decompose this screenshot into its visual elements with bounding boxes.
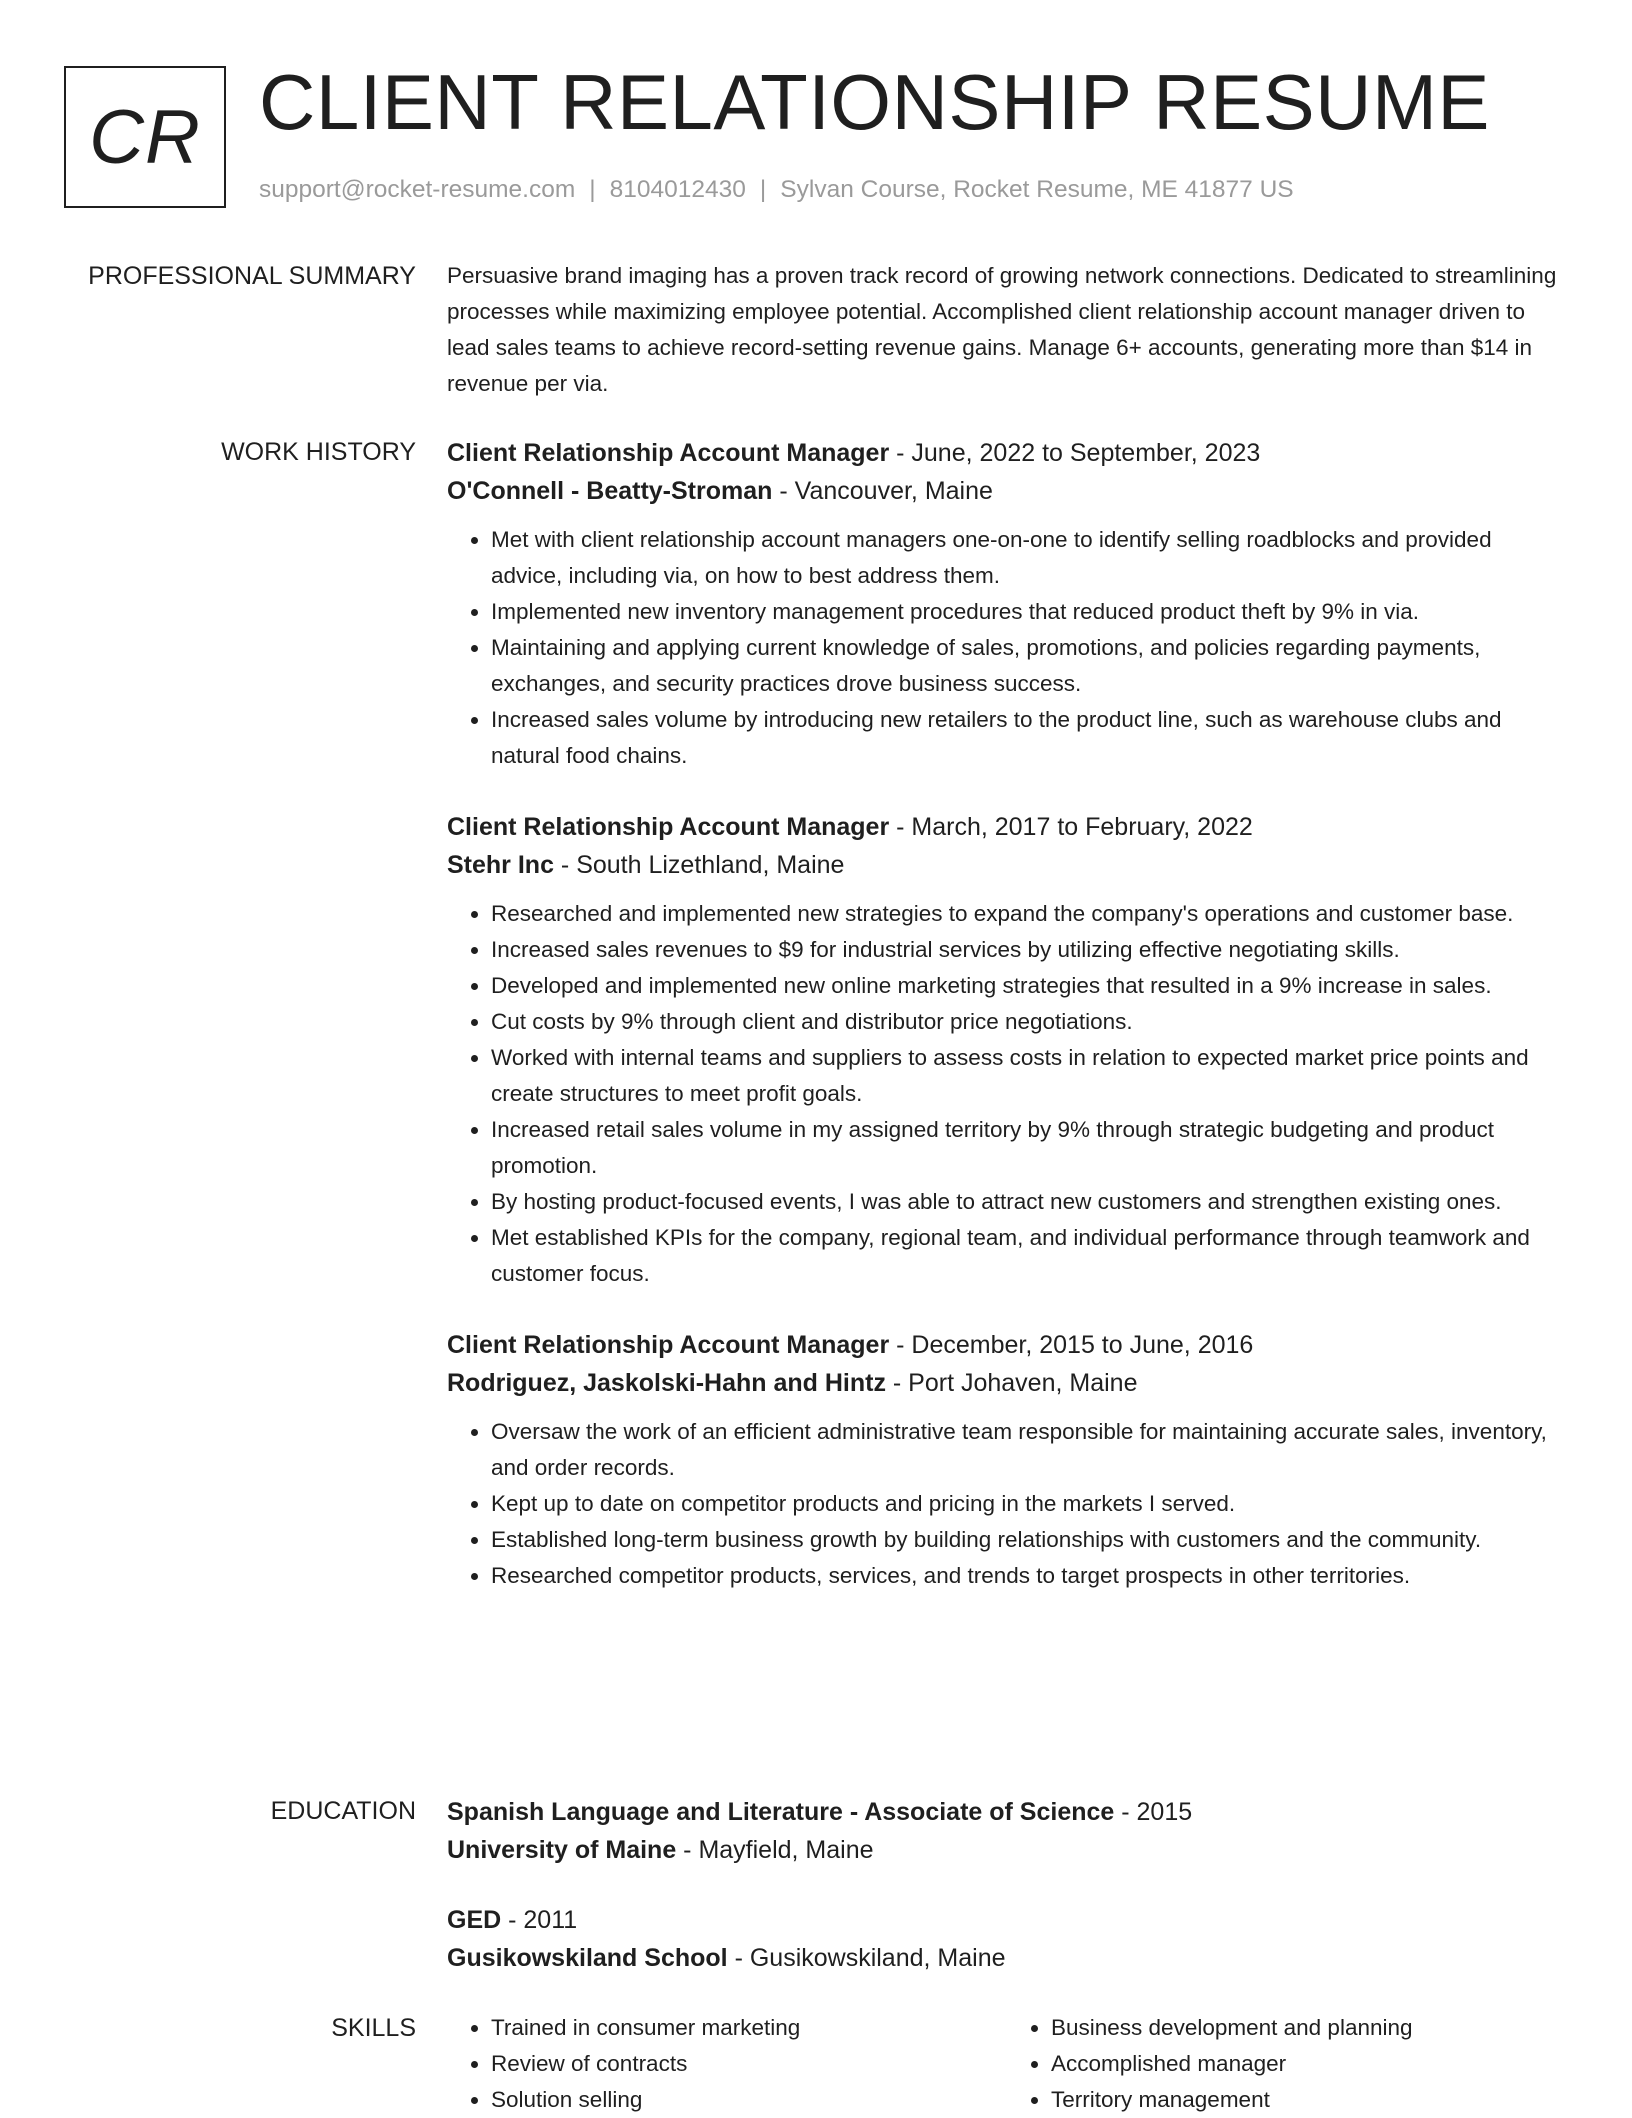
education-location: - Mayfield, Maine xyxy=(676,1836,874,1864)
job-bullets xyxy=(447,896,1567,1292)
job-bullet: • Worked with internal teams and suppliers to assess costs in relation to expected market price points and create structures to meet profit goals. xyxy=(491,1040,1567,1112)
education-section xyxy=(447,1793,1567,2009)
education-section-label: EDUCATION xyxy=(270,1797,416,1825)
job-dates: - March, 2017 to February, 2022 xyxy=(889,813,1253,841)
job-title: Client Relationship Account Manager xyxy=(447,813,890,841)
education-year: - 2011 xyxy=(501,1906,578,1934)
job-bullets xyxy=(447,1414,1567,1594)
job-bullet: • Oversaw the work of an efficient administrative team responsible for maintaining accurate sales, inventory, and order records. xyxy=(491,1414,1567,1486)
job-dates: - December, 2015 to June, 2016 xyxy=(889,1331,1254,1359)
education-degree: GED xyxy=(447,1906,502,1934)
skill-item: • Solution selling xyxy=(491,2082,1007,2118)
job-bullet: • Established long-term business growth by building relationships with customers and the community. xyxy=(491,1522,1567,1558)
education-school-line xyxy=(447,1831,1567,1869)
contact-address: Sylvan Course, Rocket Resume, ME 41877 US xyxy=(780,176,1294,203)
education-school: Gusikowskiland School xyxy=(447,1944,728,1972)
job-bullet: • Increased sales volume by introducing new retailers to the product line, such as warehouse clubs and natural food chains. xyxy=(491,702,1567,774)
job-bullet: • Researched competitor products, services, and trends to target prospects in other territories. xyxy=(491,1558,1567,1594)
job-title-line xyxy=(447,434,1567,472)
education-entry xyxy=(447,1901,1567,1977)
skill-item: • Review of contracts xyxy=(491,2046,1007,2082)
job-entry xyxy=(447,1326,1567,1594)
summary-section xyxy=(447,258,1567,402)
contact-phone: 8104012430 xyxy=(609,176,746,203)
job-bullet: • Increased retail sales volume in my assigned territory by 9% through strategic budgeting and product promotion. xyxy=(491,1112,1567,1184)
job-bullet: • Maintaining and applying current knowledge of sales, promotions, and policies regarding payments, exchanges, and security practices drove business success. xyxy=(491,630,1567,702)
contact-separator: | xyxy=(759,176,767,203)
job-bullet: • Kept up to date on competitor products and pricing in the markets I served. xyxy=(491,1486,1567,1522)
job-bullet: • Implemented new inventory management procedures that reduced product theft by 9% in via. xyxy=(491,594,1567,630)
education-school: University of Maine xyxy=(447,1836,677,1864)
work-history-section xyxy=(447,434,1567,1628)
education-year: - 2015 xyxy=(1114,1798,1193,1826)
job-company: O'Connell - Beatty-Stroman xyxy=(447,477,773,505)
skill-item: • Business development and planning xyxy=(1051,2010,1567,2046)
job-company-line xyxy=(447,472,1567,510)
summary-section-label: PROFESSIONAL SUMMARY xyxy=(88,262,416,290)
job-entry xyxy=(447,434,1567,774)
skill-item: • Accomplished manager xyxy=(1051,2046,1567,2082)
job-bullet: • By hosting product-focused events, I was able to attract new customers and strengthen existing ones. xyxy=(491,1184,1567,1220)
skills-section-label: SKILLS xyxy=(331,2014,416,2042)
job-company: Stehr Inc xyxy=(447,851,554,879)
job-company: Rodriguez, Jaskolski-Hahn and Hintz xyxy=(447,1369,886,1397)
education-degree-line xyxy=(447,1901,1567,1939)
job-bullet: • Researched and implemented new strategies to expand the company's operations and customer base. xyxy=(491,896,1567,932)
education-school-line xyxy=(447,1939,1567,1977)
job-location: - Vancouver, Maine xyxy=(772,477,993,505)
job-location: - Port Johaven, Maine xyxy=(885,1369,1138,1397)
job-title-line xyxy=(447,1326,1567,1364)
job-title: Client Relationship Account Manager xyxy=(447,1331,890,1359)
job-bullet: • Increased sales revenues to $9 for industrial services by utilizing effective negotiating skills. xyxy=(491,932,1567,968)
job-company-line xyxy=(447,1364,1567,1402)
education-degree: Spanish Language and Literature - Associate of Science xyxy=(447,1798,1115,1826)
contact-separator: | xyxy=(589,176,596,203)
job-bullet: • Cut costs by 9% through client and distributor price negotiations. xyxy=(491,1004,1567,1040)
contact-email: support@rocket-resume.com xyxy=(259,176,576,203)
work-section-label: WORK HISTORY xyxy=(221,438,416,466)
job-dates: - June, 2022 to September, 2023 xyxy=(889,439,1261,467)
contact-line xyxy=(259,174,1294,206)
skills-section xyxy=(447,2010,1567,2118)
education-location: - Gusikowskiland, Maine xyxy=(727,1944,1006,1972)
job-title: Client Relationship Account Manager xyxy=(447,439,890,467)
education-entry xyxy=(447,1793,1567,1869)
job-bullets xyxy=(447,522,1567,774)
skill-item: • Territory management xyxy=(1051,2082,1567,2118)
job-location: - South Lizethland, Maine xyxy=(553,851,845,879)
summary-text: Persuasive brand imaging has a proven track record of growing network connections. Dedicated to streamlining processes while maximizing employee potential. Accomplished client relationship account manager driven to lead sales teams to achieve record-setting revenue gains. Manage 6+ accounts, generating more than $14 in revenue per via. xyxy=(447,263,1557,396)
skill-item: • Trained in consumer marketing xyxy=(491,2010,1007,2046)
job-bullet: • Developed and implemented new online marketing strategies that resulted in a 9% increase in sales. xyxy=(491,968,1567,1004)
job-entry xyxy=(447,808,1567,1292)
skills-list-right xyxy=(1007,2010,1567,2118)
monogram-logo: CR xyxy=(64,66,226,208)
skills-list-left xyxy=(447,2010,1007,2118)
job-title-line xyxy=(447,808,1567,846)
job-bullet: • Met with client relationship account managers one-on-one to identify selling roadblocks and provided advice, including via, on how to best address them. xyxy=(491,522,1567,594)
job-company-line xyxy=(447,846,1567,884)
job-bullet: • Met established KPIs for the company, regional team, and individual performance through teamwork and customer focus. xyxy=(491,1220,1567,1292)
resume-title: CLIENT RELATIONSHIP RESUME xyxy=(259,58,1490,146)
education-degree-line xyxy=(447,1793,1567,1831)
